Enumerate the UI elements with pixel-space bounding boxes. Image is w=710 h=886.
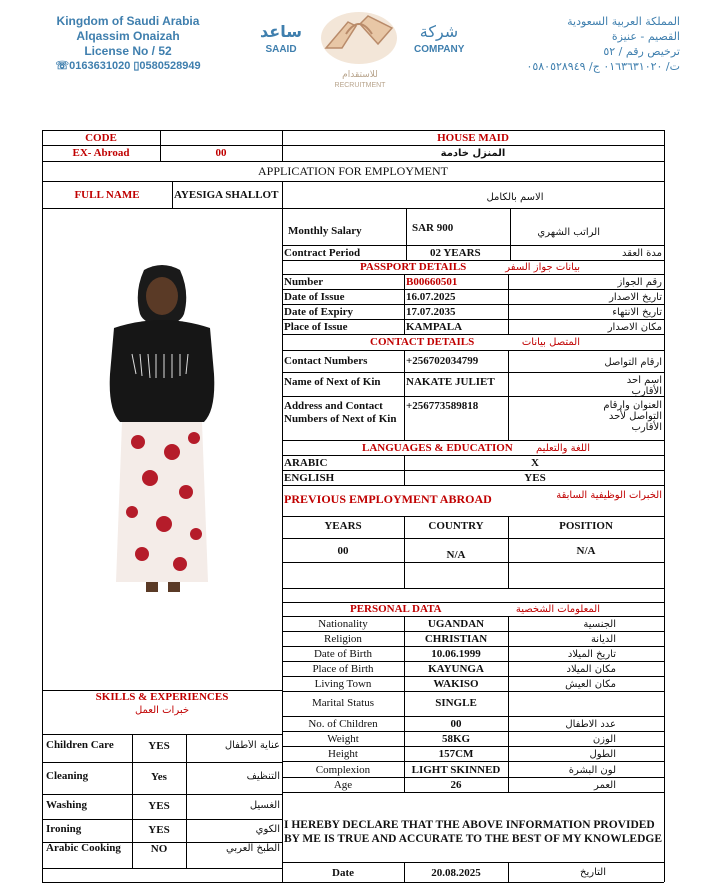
issue-date-value: 16.07.2025	[406, 291, 456, 303]
personal-row-value: CHRISTIAN	[424, 633, 488, 645]
contract-period-label: Contract Period	[284, 247, 361, 259]
position-header: POSITION	[559, 520, 613, 532]
phone-line: ☏0163631020 ▯0580528949	[55, 60, 201, 72]
phone-line-ar: ت/ ٠١٦٣٦٣١٠٢٠ ج/ ٠٥٨٠٥٢٨٩٤٩	[526, 60, 680, 73]
expiry-date-value: 17.07.2035	[406, 306, 456, 318]
skill-value: YES	[148, 824, 170, 836]
personal-data-title-ar: المعلومات الشخصية	[515, 604, 600, 615]
company-info-english	[28, 14, 228, 74]
next-of-kin-value: NAKATE JULIET	[406, 376, 495, 388]
kin-address-label: Address and Contact Numbers of Next of Kin	[284, 400, 397, 425]
full-name-value: AYESIGA SHALLOT	[174, 189, 279, 201]
issue-date-label: Date of Issue	[284, 291, 345, 303]
skill-ar: الطبخ العربي	[226, 843, 280, 854]
skill-value: YES	[148, 800, 170, 812]
company-logo	[250, 4, 470, 96]
logo-ar-bottom: للاستقدام	[342, 70, 378, 80]
skill-ar: الغسيل	[249, 800, 280, 811]
skill-label: Arabic Cooking	[46, 843, 121, 854]
full-name-label: FULL NAME	[74, 189, 140, 201]
personal-row-label: Date of Birth	[313, 648, 373, 660]
kin-address-ar: العنوان وأرقام التواصل لأحد الأقارب	[603, 400, 662, 433]
personal-row-ar: لون البشرة	[568, 765, 616, 776]
license-line: License No / 52	[84, 44, 172, 58]
license-line-ar: ترخيص رقم / ٥٢	[603, 45, 680, 58]
code-label: CODE	[85, 132, 117, 144]
issue-date-ar: تاريخ الاصدار	[609, 292, 662, 303]
english-language-label: ENGLISH	[284, 472, 335, 484]
personal-row-value: SINGLE	[435, 697, 477, 709]
contact-numbers-value: +256702034799	[406, 355, 479, 367]
contact-numbers-ar: ارقام التواصل	[604, 357, 662, 368]
logo-ar-right: شركة	[419, 22, 459, 41]
monthly-salary-ar: الراتب الشهري	[537, 227, 600, 238]
personal-data-title: PERSONAL DATA	[350, 603, 442, 615]
personal-row-label: No. of Children	[308, 718, 378, 730]
personal-row-value: KAYUNGA	[428, 663, 484, 675]
personal-row-value: 00	[450, 718, 462, 730]
logo-en-left: SAAID	[265, 44, 297, 55]
applicant-photo	[92, 262, 232, 596]
declaration-text: I HEREBY DECLARE THAT THE ABOVE INFORMATION PROVIDED BY ME IS TRUE AND ACCURATE TO THE BEST OF MY KNOWLEDGE	[284, 819, 662, 845]
years-header: YEARS	[324, 520, 362, 532]
arabic-language-value: X	[531, 457, 539, 469]
country-line-ar: المملكة العربية السعودية	[567, 15, 680, 28]
personal-row-label: Place of Birth	[312, 663, 374, 675]
expiry-date-ar: تاريخ الانتهاء	[612, 307, 662, 318]
skill-value: YES	[148, 740, 170, 752]
passport-number-label: Number	[284, 276, 324, 288]
personal-row-label: Height	[328, 748, 358, 760]
personal-row-value: LIGHT SKINNED	[411, 764, 501, 776]
place-of-issue-label: Place of Issue	[284, 321, 348, 333]
next-of-kin-label: Name of Next of Kin	[284, 376, 381, 388]
full-name-ar: الاسم بالكامل	[486, 192, 544, 203]
personal-row-label: Religion	[324, 633, 362, 645]
personal-row-value: WAKISO	[433, 678, 479, 690]
skills-title-ar: خبرات العمل	[134, 705, 190, 716]
skill-value: NO	[150, 843, 168, 855]
skill-ar: التنظيف	[246, 771, 280, 782]
english-language-value: YES	[524, 472, 546, 484]
country-header: COUNTRY	[428, 520, 484, 532]
skill-label: Ironing	[46, 824, 82, 835]
next-of-kin-ar: اسم أحد الأقارب	[626, 375, 662, 397]
skill-ar: الكوي	[255, 824, 280, 835]
company-info-arabic	[500, 14, 680, 74]
date-ar: التاريخ	[580, 867, 606, 878]
previous-employment-title-ar: الخبرات الوظيفية السابقة	[556, 490, 662, 501]
handshake-icon	[316, 4, 402, 68]
contract-period-ar: مدة العقد	[622, 248, 662, 259]
city-line-ar: القصيم - عنيزة	[611, 30, 680, 43]
logo-en-bottom: RECRUITMENT	[334, 82, 386, 89]
passport-number-value: B00660501	[406, 276, 458, 288]
date-value: 20.08.2025	[431, 867, 481, 879]
contact-title-ar: المتصل بيانات	[521, 337, 580, 348]
country-line: Kingdom of Saudi Arabia	[56, 14, 200, 28]
personal-row-value: 10.06.1999	[431, 648, 481, 660]
personal-row-label: Complexion	[315, 764, 371, 776]
personal-row-label: Marital Status	[311, 697, 375, 709]
contract-period-value: 02 YEARS	[430, 247, 481, 259]
skills-title: SKILLS & EXPERIENCES	[95, 691, 229, 703]
monthly-salary-label: Monthly Salary	[288, 225, 362, 237]
languages-title-ar: اللغة والتعليم	[536, 443, 590, 454]
monthly-salary-value: SAR 900	[412, 222, 454, 234]
expiry-date-label: Date of Expiry	[284, 306, 354, 318]
skill-label: Cleaning	[46, 771, 89, 782]
skill-ar: عناية الأطفال	[224, 740, 280, 751]
personal-row-value: 157CM	[438, 748, 474, 760]
position-title: HOUSE MAID	[437, 132, 509, 144]
personal-row-ar: الوزن	[592, 734, 616, 745]
logo-ar-left: ساعد	[260, 22, 302, 41]
personal-row-label: Living Town	[314, 678, 372, 690]
personal-row-value: UGANDAN	[427, 618, 485, 630]
previous-employment-title: PREVIOUS EMPLOYMENT ABROAD	[284, 493, 492, 506]
personal-row-label: Nationality	[318, 618, 368, 630]
place-of-issue-ar: مكان الاصدار	[607, 322, 662, 333]
ex-abroad-value: 00	[215, 147, 227, 159]
personal-row-value: 26	[450, 779, 462, 791]
date-label: Date	[332, 867, 354, 879]
place-of-issue-value: KAMPALA	[406, 321, 463, 333]
personal-row-ar: عدد الاطفال	[565, 719, 616, 730]
contact-title: CONTACT DETAILS	[370, 336, 475, 348]
personal-row-label: Weight	[327, 733, 359, 745]
skill-label: Children Care	[46, 740, 114, 751]
years-value: 00	[337, 545, 349, 557]
personal-row-ar: العمر	[594, 780, 616, 791]
languages-title: LANGUAGES & EDUCATION	[362, 442, 513, 454]
skill-value: Yes	[151, 771, 167, 783]
kin-address-value: +256773589818	[406, 400, 479, 412]
position-value: N/A	[576, 545, 596, 557]
city-line: Alqassim Onaizah	[76, 29, 180, 43]
personal-row-ar: تاريخ الميلاد	[567, 649, 616, 660]
personal-row-ar: مكان العيش	[565, 679, 616, 690]
personal-row-label: Age	[333, 779, 353, 791]
personal-row-ar: مكان الميلاد	[566, 664, 616, 675]
arabic-language-label: ARABIC	[284, 457, 328, 469]
personal-row-value: 58KG	[441, 733, 471, 745]
passport-number-ar: رقم الجواز	[617, 277, 662, 288]
personal-row-ar: الديانة	[590, 634, 616, 645]
ex-abroad-label: EX- Abroad	[72, 147, 130, 159]
passport-title-ar: بيانات جواز السفر	[505, 262, 580, 273]
personal-row-ar: الطول	[589, 749, 616, 760]
contact-numbers-label: Contact Numbers	[284, 355, 368, 367]
passport-title: PASSPORT DETAILS	[360, 261, 467, 273]
position-title-ar: المنزل خادمة	[440, 148, 506, 159]
application-title: APPLICATION FOR EMPLOYMENT	[257, 165, 448, 178]
logo-en-right: COMPANY	[414, 44, 465, 55]
country-value: N/A	[446, 549, 466, 561]
personal-row-ar: الجنسية	[583, 619, 616, 630]
skill-label: Washing	[46, 800, 87, 811]
